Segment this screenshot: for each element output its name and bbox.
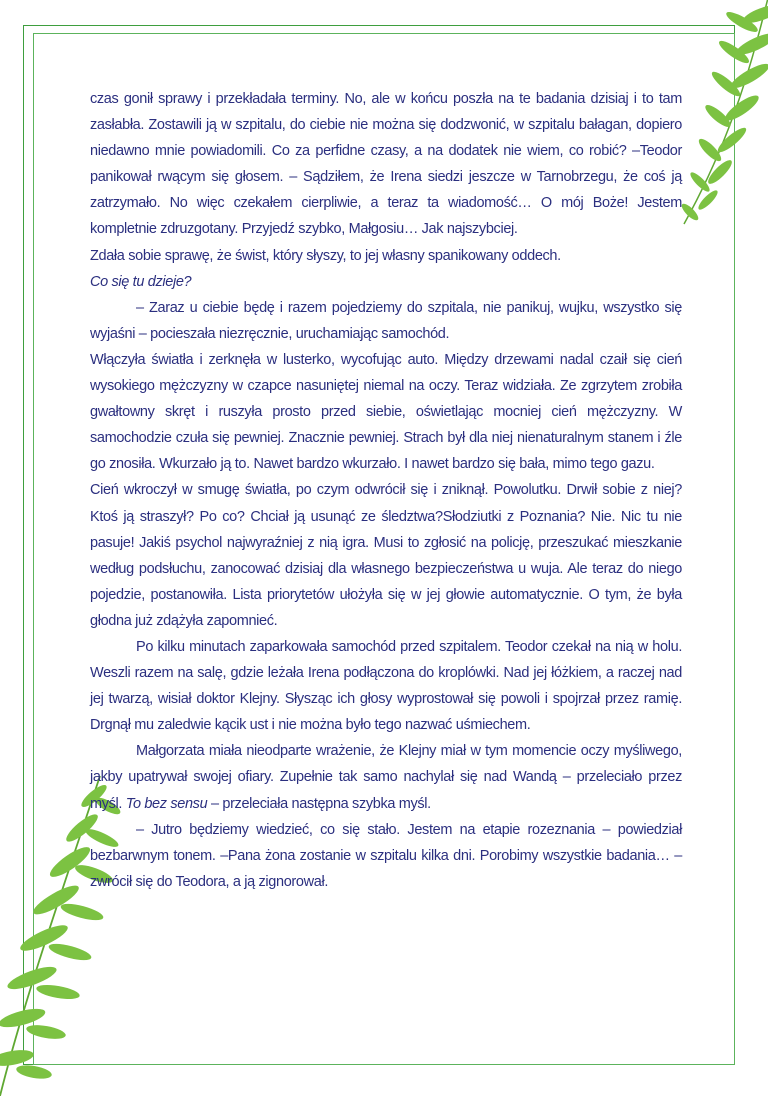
paragraph: Włączyła światła i zerknęła w lusterko, wycofując auto. Między drzewami nadal czaił się cień wysokiego mężczyzny w czapce nasuniętej niemal na oczy. Teraz widziała. Ze zgrzytem zrobiła gwałtowny skręt i ruszyła prosto przed siebie, oświetlając mocniej cień mężczyzny. W samochodzie czuła się pewniej. Znacznie pewniej. Strach był dla niej nienaturalnym stanem i źle go znosiła. Wkurzało ją to. Nawet bardzo wkurzało. I nawet bardzo się bała, mimo tego gazu. (90, 351, 682, 473)
italic-thought: Co się tu dzieje? (90, 273, 192, 290)
paragraph-text: – przeleciała następna szybka myśl. (207, 795, 431, 812)
paragraph: czas gonił sprawy i przekładała terminy. No, ale w końcu poszła na te badania dzisiaj i to tam zasłabła. Zostawili ją w szpitalu, do ciebie nie można się dodzwonić, w szpitalu bałagan, dopiero niedawno mnie powiadomili. Co za perfidne czasy, a na dodatek nie wiem, co robić? –Teodor panikował rwącym się głosem. – Sądziłem, że Irena siedzi jeszcze w Tarnobrzegu, że coś ją zatrzymało. No więc czekałem cierpliwie, a teraz ta wiadomość… O mój Boże! Jestem kompletnie zdruzgotany. Przyjedź szybko, Małgosiu… Jak najszybciej. (90, 91, 682, 238)
paragraph (90, 738, 682, 816)
paragraph: – Zaraz u ciebie będę i razem pojedziemy do szpitala, nie panikuj, wujku, wszystko się wyjaśni – pocieszała niezręcznie, uruchamiając samochód. (90, 299, 682, 342)
paragraph: Zdała sobie sprawę, że świst, który słyszy, to jej własny spanikowany oddech. (90, 247, 561, 264)
italic-thought: To bez sensu (125, 795, 208, 812)
paragraph: Po kilku minutach zaparkowała samochód przed szpitalem. Teodor czekał na nią w holu. Weszli razem na salę, gdzie leżała Irena podłączona do kroplówki. Nad jej łóżkiem, a raczej nad jej twarzą, wisiał doktor Klejny. Słysząc ich głosy wyprostował się powoli i spojrzał przez ramię. Drgnął mu zaledwie kącik ust i nie można było tego nazwać uśmiechem. (90, 638, 682, 734)
document-body (90, 86, 682, 895)
paragraph: Cień wkroczył w smugę światła, po czym odwrócił się i zniknął. Powolutku. Drwił sobie z niej? Ktoś ją straszył? Po co? Chciał ją usunąć ze śledztwa?Słodziutki z Poznania? Nie. Nic tu nie pasuje! Jakiś psychol najwyraźniej z nią igra. Musi to zgłosić na policję, przeszukać mieszkanie według podsłuchu, zanocować dzisiaj dla własnego bezpieczeństwa u wuja. Ale teraz do niego pojedzie, postanowiła. Lista priorytetów ułożyła się w jej głowie automatycznie. O tym, że była głodna już zdążyła zapomnieć. (90, 482, 682, 629)
paragraph-text: Małgorzata miała nieodparte wrażenie, że Klejny miał w tym momencie oczy myśliwego, jakby upatrywał swojej ofiary. Zupełnie tak samo nachylał się nad Wandą – przeleciało przez myśl. (90, 743, 682, 812)
paragraph: – Jutro będziemy wiedzieć, co się stało. Jestem na etapie rozeznania – powiedział bezbarwnym tonem. –Pana żona zostanie w szpitalu kilka dni. Porobimy wszystkie badania… – zwrócił się do Teodora, a ją zignorował. (90, 821, 682, 890)
